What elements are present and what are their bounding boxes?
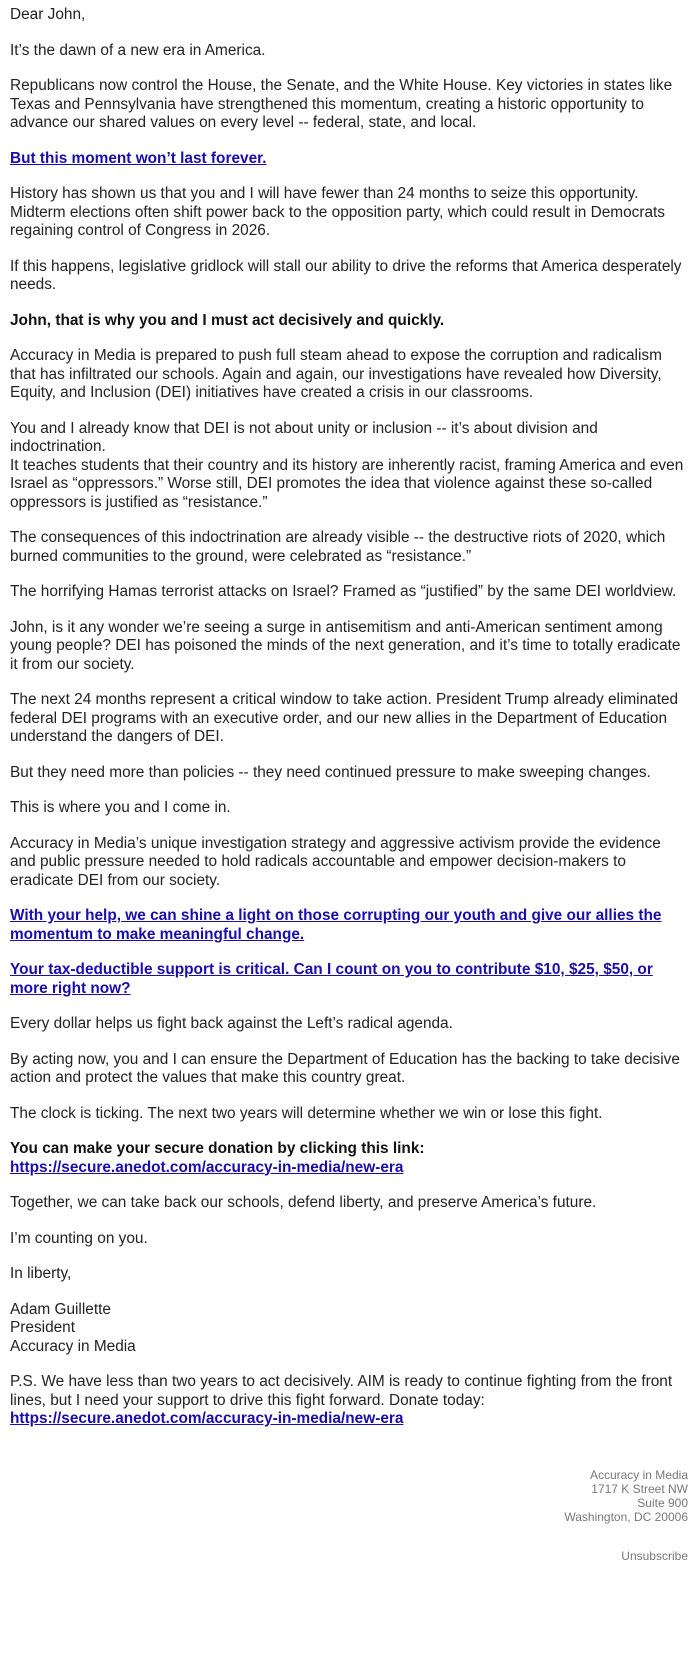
paragraph: Republicans now control the House, the Senate, and the White House. Key victories in states like Texas and Pennsylvania have strengthened this momentum, creating a historic opportunity to advance our shared values on every level -- federal, state, and local. <box>10 77 673 131</box>
donate-block <box>10 1140 690 1177</box>
paragraph: Every dollar helps us fight back against the Left’s radical agenda. <box>10 1015 453 1032</box>
unsubscribe-link[interactable]: Unsubscribe <box>621 1548 688 1563</box>
paragraph: This is where you and I come in. <box>10 799 231 816</box>
signature-name: Adam Guillette <box>10 1300 111 1318</box>
signature-title: President <box>10 1319 76 1336</box>
paragraph: The next 24 months represent a critical window to take action. President Trump already eliminated federal DEI programs with an executive order, and our new allies in the Department of Education understand the dangers of DEI. <box>10 691 679 745</box>
bold-paragraph: John, that is why you and I must act decisively and quickly. <box>10 311 445 329</box>
paragraph: It’s the dawn of a new era in America. <box>10 41 266 59</box>
footer-address <box>10 1468 690 1524</box>
footer-suite: Suite 900 <box>637 1495 688 1510</box>
paragraph: But they need more than policies -- they need continued pressure to make sweeping changes. <box>10 763 651 781</box>
help-link[interactable]: With your help, we can shine a light on those corrupting our youth and give our allies the momentum to make meaningful change. <box>10 907 662 943</box>
donate-link[interactable]: https://secure.anedot.com/accuracy-in-media/new-era <box>10 1158 404 1176</box>
paragraph-link-wrap <box>10 907 690 944</box>
signature-org: Accuracy in Media <box>10 1337 136 1355</box>
footer-street: 1717 K Street NW <box>591 1481 688 1496</box>
footer-city: Washington, DC 20006 <box>564 1509 688 1524</box>
paragraph: It teaches students that their country and its history are inherently racist, framing America and even Israel as “oppressors.” Worse still, DEI promotes the idea that violence against these so-called oppressors is justified as “resistance.” <box>10 456 684 511</box>
paragraph-link-wrap <box>10 961 690 998</box>
paragraph: Together, we can take back our schools, defend liberty, and preserve America’s future. <box>10 1194 597 1211</box>
paragraph: You and I already know that DEI is not about unity or inclusion -- it’s about division and indoctrination. <box>10 419 598 455</box>
paragraph: The clock is ticking. The next two years will determine whether we win or lose this fight. <box>10 1104 603 1122</box>
paragraph-link-wrap <box>10 150 690 169</box>
postscript-donate-link[interactable]: https://secure.anedot.com/accuracy-in-media/new-era <box>10 1410 404 1427</box>
moment-link[interactable]: But this moment won’t last forever. <box>10 149 267 167</box>
closing: In liberty, <box>10 1265 72 1282</box>
paragraph: If this happens, legislative gridlock will stall our ability to drive the reforms that America desperately needs. <box>10 257 682 293</box>
paragraph: Accuracy in Media’s unique investigation strategy and aggressive activism provide the evidence and public pressure needed to hold radicals accountable and empower decision-makers to eradicate DEI from our society. <box>10 834 661 889</box>
paragraph: The consequences of this indoctrination are already visible -- the destructive riots of 2020, which burned communities to the ground, were celebrated as “resistance.” <box>10 529 666 565</box>
paragraph: I’m counting on you. <box>10 1229 148 1247</box>
footer-org: Accuracy in Media <box>589 1467 688 1482</box>
salutation: Dear John, <box>10 6 86 23</box>
paragraph: Accuracy in Media is prepared to push full steam ahead to expose the corruption and radicalism that has infiltrated our schools. Again and again, our investigations have revealed how Diversity, Equity, and Inclusion (DEI) initiatives have created a crisis in our classrooms. <box>10 347 662 401</box>
paragraph: By acting now, you and I can ensure the Department of Education has the backing to take decisive action and protect the values that make this country great. <box>10 1050 680 1086</box>
paragraph: History has shown us that you and I will have fewer than 24 months to seize this opportunity. Midterm elections often shift power back to the opposition party, which could result in Democrats regaining control of Congress in 2026. <box>10 185 665 239</box>
signature <box>10 1301 690 1357</box>
paragraph: John, is it any wonder we’re seeing a surge in antisemitism and anti-American sentiment among young people? DEI has poisoned the minds of the next generation, and it’s time to totally eradicate it from our society. <box>10 618 681 673</box>
contribute-link[interactable]: Your tax-deductible support is critical. Can I count on you to contribute $10, $25, $50, or more right now? <box>10 961 653 997</box>
paragraph: The horrifying Hamas terrorist attacks on Israel? Framed as “justified” by the same DEI worldview. <box>10 583 677 600</box>
postscript <box>10 1373 690 1429</box>
donate-label: You can make your secure donation by clicking this link: <box>10 1140 425 1157</box>
postscript-text: P.S. We have less than two years to act decisively. AIM is ready to continue fighting from the front lines, but I need your support to drive this fight forward. Donate today: <box>10 1373 673 1409</box>
